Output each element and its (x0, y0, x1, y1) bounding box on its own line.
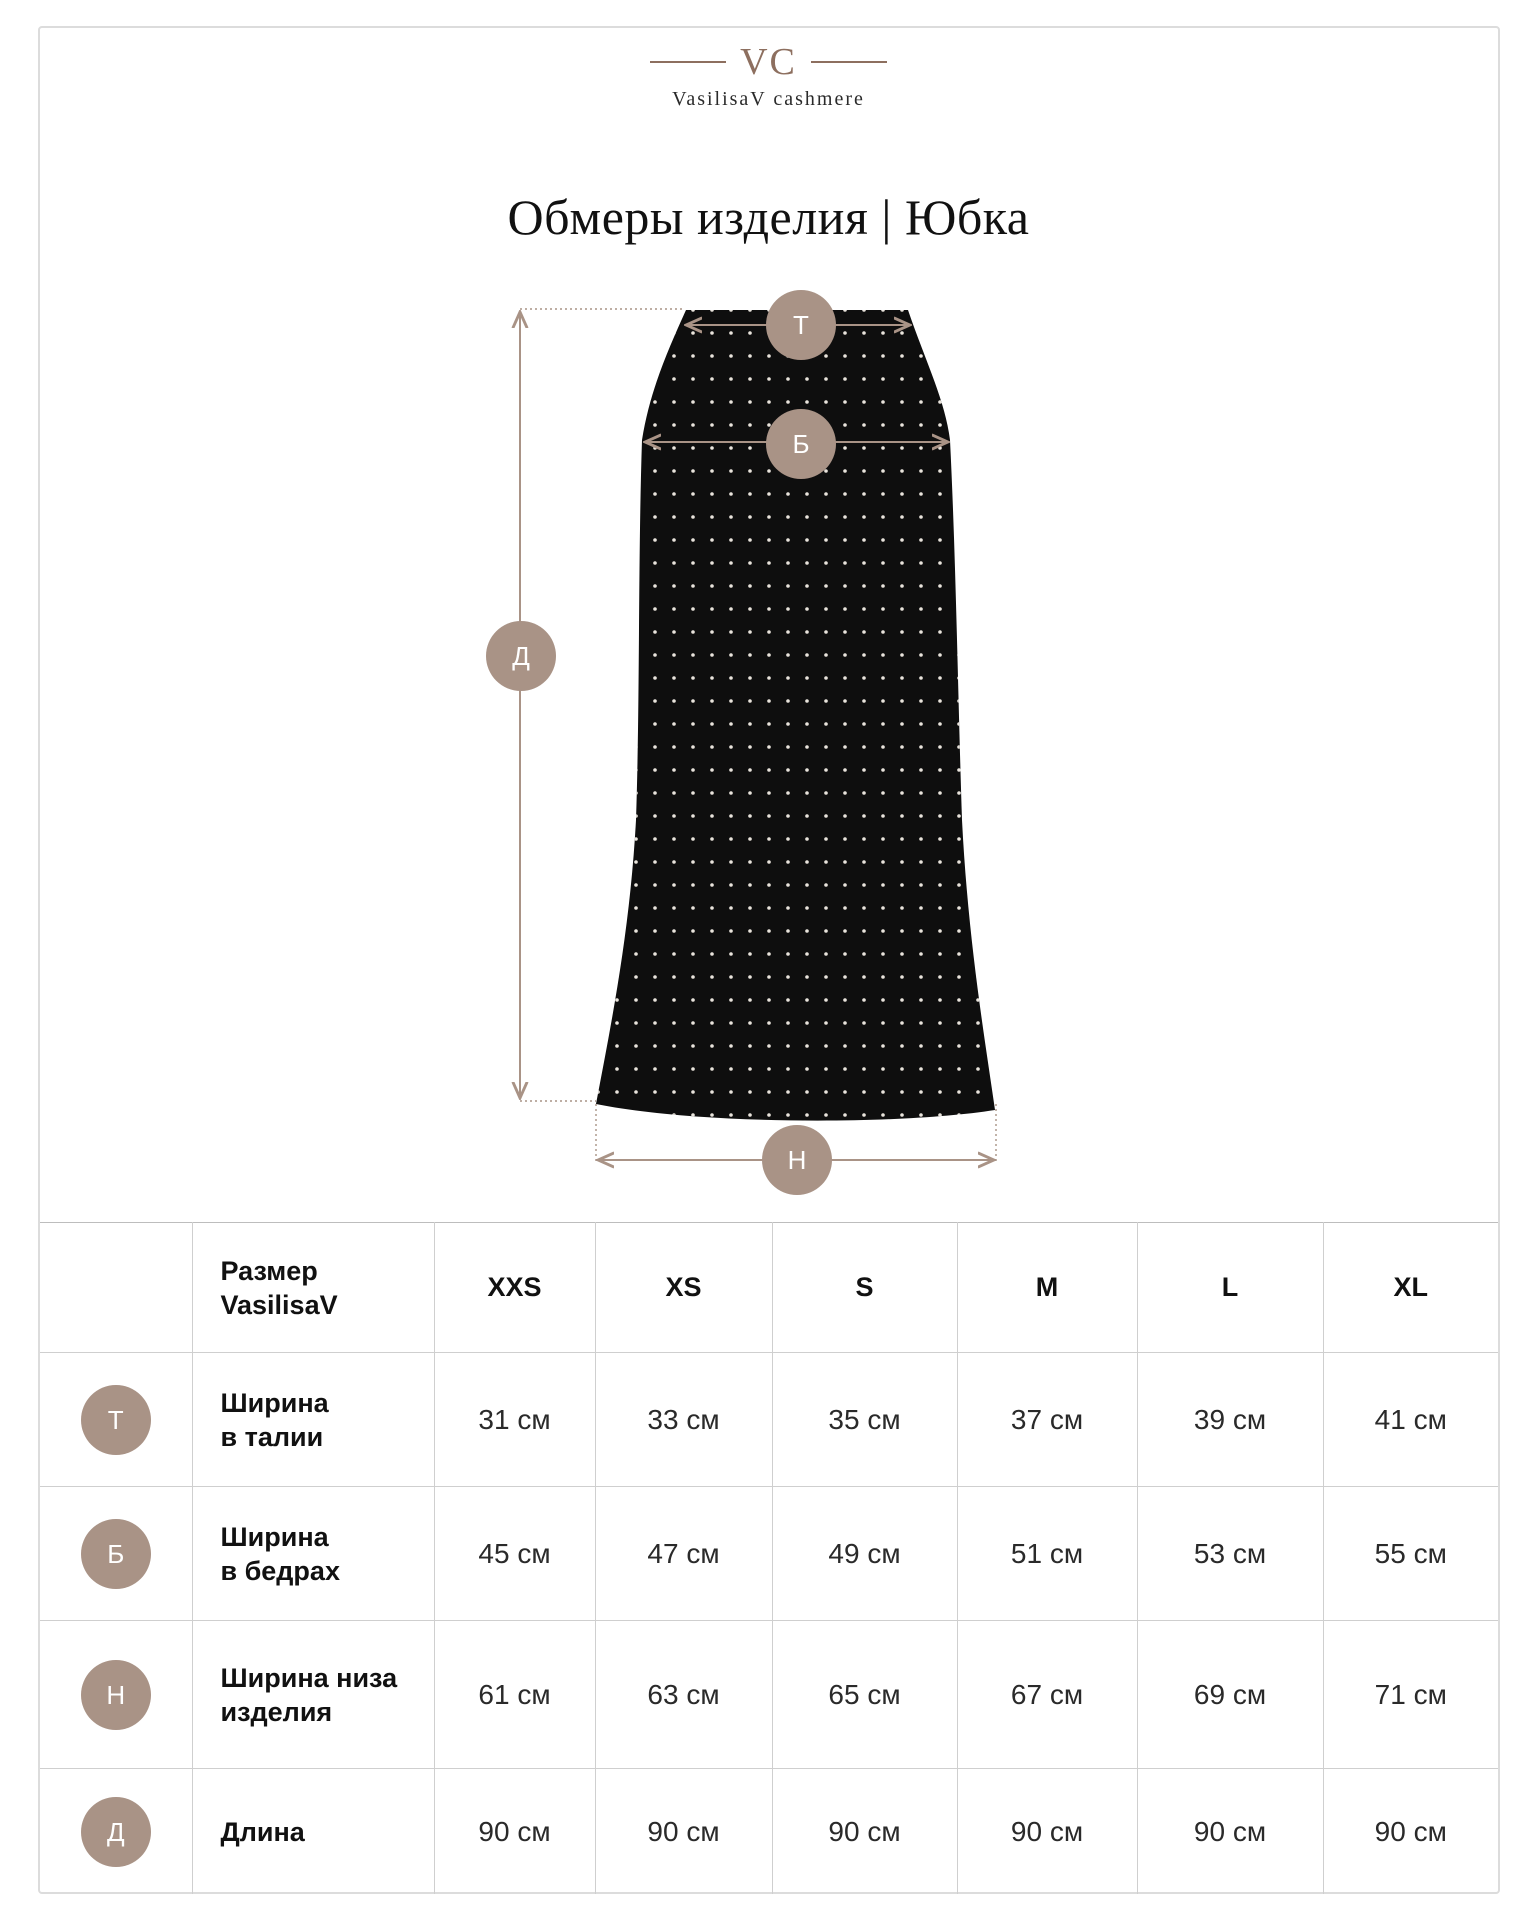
table-row-length (40, 1769, 1498, 1895)
table-cell: 90 см (1323, 1769, 1498, 1895)
length-row-badge-cell (40, 1769, 192, 1895)
table-cell: 55 см (1323, 1487, 1498, 1621)
hips-badge (766, 409, 836, 479)
table-cell: 53 см (1137, 1487, 1323, 1621)
size-l: L (1137, 1223, 1323, 1353)
logo-brand-name: VasilisaV cashmere (672, 88, 865, 110)
size-header-row (40, 1223, 1498, 1353)
waist-row-badge-cell (40, 1353, 192, 1487)
table-cell: 35 см (772, 1353, 957, 1487)
table-cell: 90 см (772, 1769, 957, 1895)
length-badge (486, 621, 556, 691)
size-header-label: Размер VasilisaV (192, 1223, 434, 1353)
table-cell: 41 см (1323, 1353, 1498, 1487)
waist-badge (766, 290, 836, 360)
table-cell: 31 см (434, 1353, 595, 1487)
table-row-hips (40, 1487, 1498, 1621)
table-row-waist (40, 1353, 1498, 1487)
table-cell: 47 см (595, 1487, 772, 1621)
hips-row-badge-cell (40, 1487, 192, 1621)
table-cell: 90 см (595, 1769, 772, 1895)
table-cell: 90 см (434, 1769, 595, 1895)
table-cell: 33 см (595, 1353, 772, 1487)
size-table (40, 1222, 1498, 1894)
row-label: Длина (192, 1769, 434, 1895)
size-xl: XL (1323, 1223, 1498, 1353)
hem-badge-label: Н (787, 1145, 807, 1175)
table-cell: 65 см (772, 1621, 957, 1769)
row-label: Ширина в талии (192, 1353, 434, 1487)
row-label: Ширина в бедрах (192, 1487, 434, 1621)
page-title: Обмеры изделия | Юбка (507, 189, 1030, 245)
table-row-hem (40, 1621, 1498, 1769)
table-cell: 37 см (957, 1353, 1137, 1487)
length-badge-label: Д (512, 641, 530, 671)
hips-badge-label: Б (792, 429, 810, 459)
logo-monogram: VC (740, 41, 797, 83)
table-cell: 69 см (1137, 1621, 1323, 1769)
table-cell: 67 см (957, 1621, 1137, 1769)
hem-row-badge-cell (40, 1621, 192, 1769)
table-cell: 45 см (434, 1487, 595, 1621)
size-xxs: XXS (434, 1223, 595, 1353)
hem-row-badge: Н (81, 1660, 151, 1730)
hem-badge (762, 1125, 832, 1195)
table-cell: 51 см (957, 1487, 1137, 1621)
table-cell: 49 см (772, 1487, 957, 1621)
waist-row-badge: Т (81, 1385, 151, 1455)
corner-cell (40, 1223, 192, 1353)
table-cell: 39 см (1137, 1353, 1323, 1487)
length-row-badge: Д (81, 1797, 151, 1867)
table-cell: 90 см (1137, 1769, 1323, 1895)
table-cell: 63 см (595, 1621, 772, 1769)
table-cell: 61 см (434, 1621, 595, 1769)
hips-row-badge: Б (81, 1519, 151, 1589)
size-m: M (957, 1223, 1137, 1353)
size-s: S (772, 1223, 957, 1353)
row-label: Ширина низа изделия (192, 1621, 434, 1769)
table-cell: 71 см (1323, 1621, 1498, 1769)
table-cell: 90 см (957, 1769, 1137, 1895)
waist-badge-label: Т (793, 310, 809, 340)
size-xs: XS (595, 1223, 772, 1353)
